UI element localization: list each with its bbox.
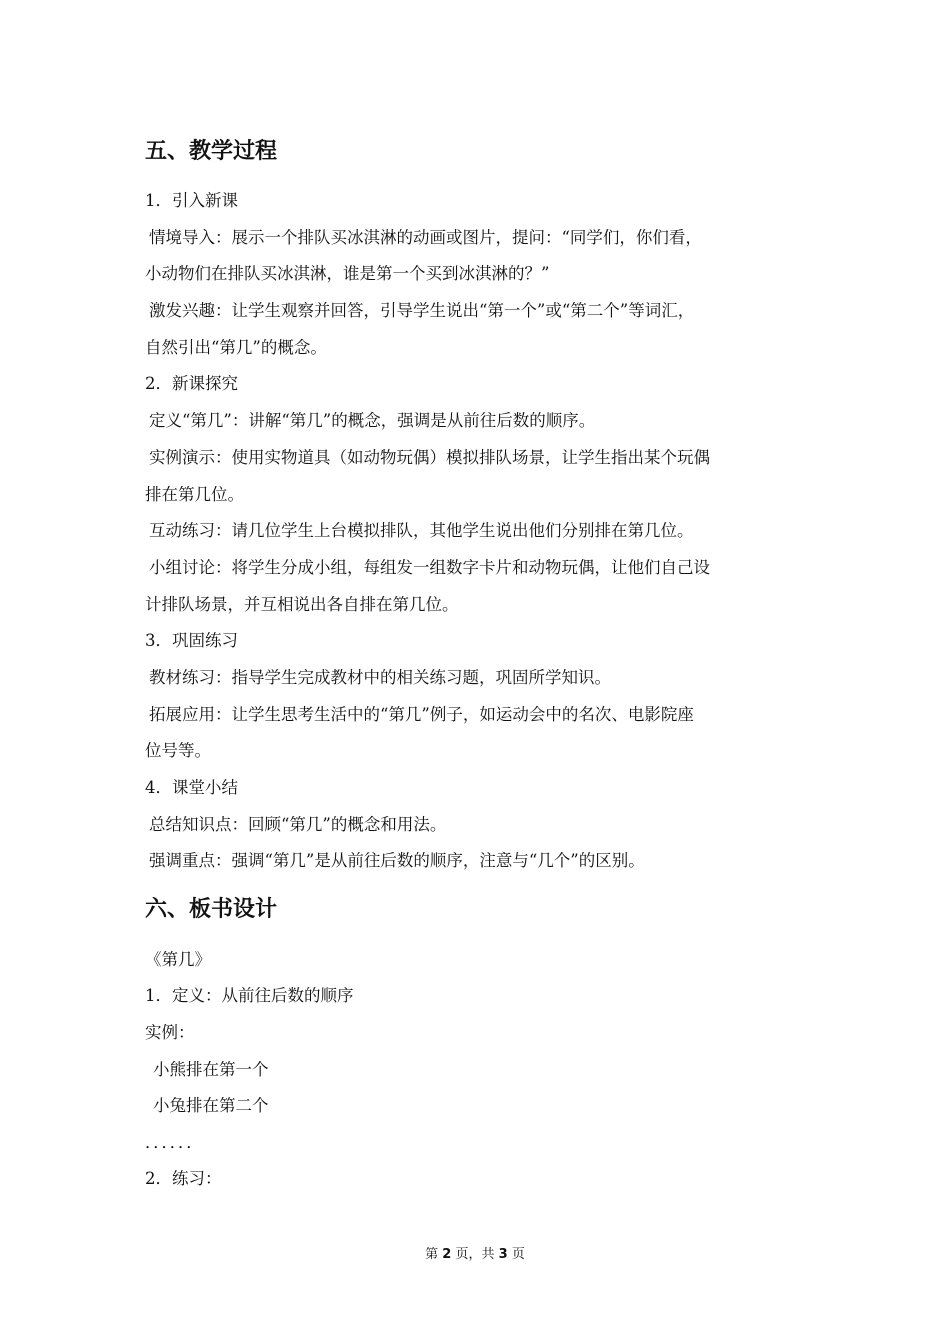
- ellipsis-line: ．．．．．．: [145, 1133, 203, 1152]
- board-title: 《第几》: [145, 950, 211, 969]
- paragraph-line: 定义“第几”：讲解“第几”的概念，强调是从前往后数的顺序。: [149, 411, 596, 430]
- footer-total-pages: 3: [498, 1247, 508, 1262]
- paragraph-line: 情境导入：展示一个排队买冰淇淋的动画或图片，提问：“同学们，你们看，: [149, 228, 702, 247]
- paragraph-line: 激发兴趣：让学生观察并回答，引导学生说出“第一个”或“第二个”等词汇，: [149, 301, 695, 320]
- paragraph-line: 计排队场景，并互相说出各自排在第几位。: [145, 595, 459, 614]
- section-heading-board-design: 六、板书设计: [145, 897, 278, 922]
- page-footer: [0, 1246, 950, 1264]
- subheading-summary: 4．课堂小结: [145, 778, 238, 797]
- board-line: 实例：: [145, 1023, 195, 1042]
- footer-page-number: 2: [442, 1247, 452, 1262]
- paragraph-line: 自然引出“第几”的概念。: [145, 338, 327, 357]
- board-line: 2．练习：: [145, 1169, 222, 1188]
- subheading-introduce-lesson: 1．引入新课: [145, 191, 238, 210]
- footer-suffix: 页: [511, 1247, 525, 1262]
- subheading-new-lesson: 2．新课探究: [145, 374, 238, 393]
- section-heading-teaching-process: 五、教学过程: [145, 139, 278, 164]
- footer-prefix: 第: [425, 1247, 439, 1262]
- paragraph-line: 小组讨论：将学生分成小组，每组发一组数字卡片和动物玩偶，让他们自己设: [149, 558, 710, 577]
- paragraph-line: 排在第几位。: [145, 485, 244, 504]
- paragraph-line: 教材练习：指导学生完成教材中的相关练习题，巩固所学知识。: [149, 668, 611, 687]
- footer-middle: 页，共: [455, 1247, 495, 1262]
- subheading-consolidation: 3．巩固练习: [145, 631, 238, 650]
- paragraph-line: 互动练习：请几位学生上台模拟排队，其他学生说出他们分别排在第几位。: [149, 521, 694, 540]
- paragraph-line: 总结知识点：回顾“第几”的概念和用法。: [149, 815, 447, 834]
- board-line: 1．定义：从前往后数的顺序: [145, 986, 354, 1005]
- board-line: 小熊排在第一个: [153, 1060, 269, 1079]
- paragraph-line: 小动物们在排队买冰淇淋，谁是第一个买到冰淇淋的？”: [145, 264, 550, 283]
- paragraph-line: 强调重点：强调“第几”是从前往后数的顺序，注意与“几个”的区别。: [149, 851, 645, 870]
- paragraph-line: 拓展应用：让学生思考生活中的“第几”例子，如运动会中的名次、电影院座: [149, 705, 694, 724]
- paragraph-line: 位号等。: [145, 741, 211, 760]
- paragraph-line: 实例演示：使用实物道具（如动物玩偶）模拟排队场景，让学生指出某个玩偶: [149, 448, 710, 467]
- board-line: 小兔排在第二个: [153, 1096, 269, 1115]
